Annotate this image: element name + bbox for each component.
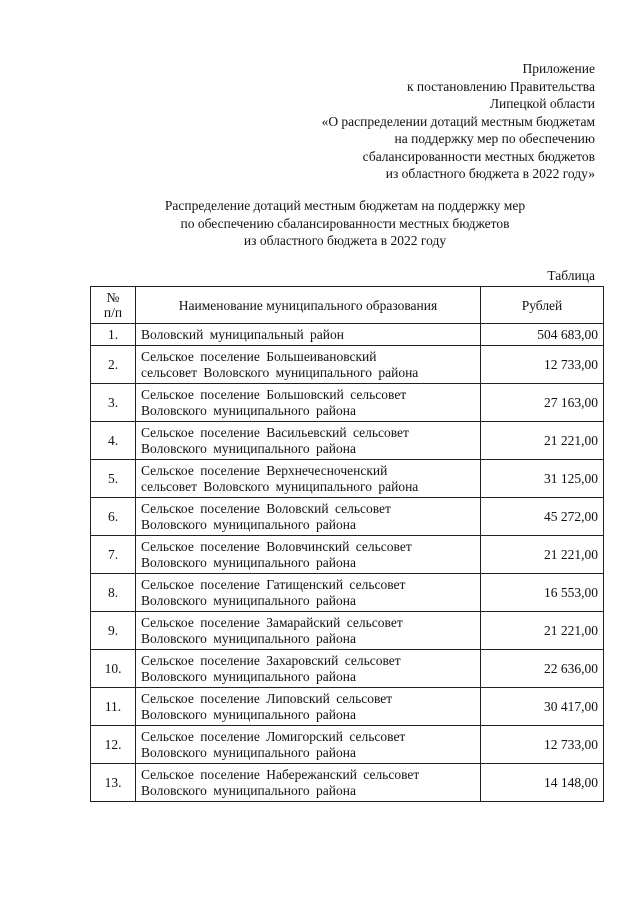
appendix-block <box>322 60 595 183</box>
row-name-line2: сельсовет Воловского муниципального района <box>141 478 419 494</box>
row-number: 9. <box>91 612 136 650</box>
table-row <box>91 422 604 460</box>
row-name <box>136 422 481 460</box>
row-name-line1: Сельское поселение Воловчинский сельсовет <box>141 538 412 554</box>
title-line: Распределение дотаций местным бюджетам на поддержку мер <box>164 198 526 213</box>
row-name-line2: Воловского муниципального района <box>141 630 356 646</box>
row-sum: 22 636,00 <box>481 650 604 688</box>
row-number: 13. <box>91 764 136 802</box>
table-header-row <box>91 287 604 324</box>
row-sum: 12 733,00 <box>481 726 604 764</box>
title-line: по обеспечению сбалансированности местных бюджетов <box>180 215 510 231</box>
row-name-line2: Воловского муниципального района <box>141 440 356 456</box>
row-name <box>136 324 481 346</box>
document-title <box>0 197 640 250</box>
header-number-line1: № <box>106 290 120 305</box>
table-row <box>91 764 604 802</box>
appendix-line: к постановлению Правительства <box>406 78 595 94</box>
row-number: 4. <box>91 422 136 460</box>
row-name-line2: Воловского муниципального района <box>141 402 356 418</box>
row-sum: 21 221,00 <box>481 536 604 574</box>
row-name-line2: сельсовет Воловского муниципального района <box>141 364 419 380</box>
table-row <box>91 574 604 612</box>
row-number: 1. <box>91 324 136 346</box>
row-number: 8. <box>91 574 136 612</box>
row-number: 7. <box>91 536 136 574</box>
row-name <box>136 688 481 726</box>
row-number: 10. <box>91 650 136 688</box>
row-name <box>136 384 481 422</box>
subsidy-table <box>90 286 604 802</box>
row-name-line1: Сельское поселение Большеивановский <box>141 348 377 364</box>
row-sum: 30 417,00 <box>481 688 604 726</box>
appendix-line: «О распределении дотаций местным бюджетам <box>321 113 595 129</box>
title-line: из областного бюджета в 2022 году <box>243 233 447 248</box>
row-name <box>136 536 481 574</box>
row-sum: 45 272,00 <box>481 498 604 536</box>
row-sum: 21 221,00 <box>481 422 604 460</box>
row-name-line1: Сельское поселение Верхнечесноченский <box>141 462 388 478</box>
table-row <box>91 612 604 650</box>
row-sum: 21 221,00 <box>481 612 604 650</box>
row-name <box>136 612 481 650</box>
row-number: 6. <box>91 498 136 536</box>
row-name-line1: Воловский муниципальный район <box>141 326 344 342</box>
row-name-line1: Сельское поселение Липовский сельсовет <box>141 690 393 706</box>
appendix-line: Липецкой области <box>489 96 595 111</box>
table-row <box>91 650 604 688</box>
row-number: 5. <box>91 460 136 498</box>
table-row <box>91 346 604 384</box>
row-name-line2: Воловского муниципального района <box>141 706 356 722</box>
row-name <box>136 346 481 384</box>
row-number: 12. <box>91 726 136 764</box>
row-name-line1: Сельское поселение Ломигорский сельсовет <box>141 728 406 744</box>
table-row <box>91 498 604 536</box>
header-name: Наименование муниципального образования <box>136 287 481 324</box>
row-name <box>136 460 481 498</box>
row-sum: 14 148,00 <box>481 764 604 802</box>
row-name <box>136 650 481 688</box>
row-name <box>136 764 481 802</box>
table-row <box>91 726 604 764</box>
table-body <box>91 324 604 802</box>
table-row <box>91 324 604 346</box>
row-name-line2: Воловского муниципального района <box>141 516 356 532</box>
row-name-line1: Сельское поселение Большовский сельсовет <box>141 386 407 402</box>
header-sum: Рублей <box>481 287 604 324</box>
row-name-line2: Воловского муниципального района <box>141 744 356 760</box>
row-name-line1: Сельское поселение Замарайский сельсовет <box>141 614 403 630</box>
row-name <box>136 498 481 536</box>
row-name-line1: Сельское поселение Гатищенский сельсовет <box>141 576 406 592</box>
row-sum: 16 553,00 <box>481 574 604 612</box>
appendix-line: Приложение <box>522 61 595 76</box>
table-row <box>91 384 604 422</box>
row-name-line1: Сельское поселение Васильевский сельсовет <box>141 424 409 440</box>
row-name-line2: Воловского муниципального района <box>141 668 356 684</box>
row-name-line2: Воловского муниципального района <box>141 782 356 798</box>
table-row <box>91 460 604 498</box>
row-number: 11. <box>91 688 136 726</box>
row-sum: 12 733,00 <box>481 346 604 384</box>
row-sum: 504 683,00 <box>481 324 604 346</box>
row-name <box>136 726 481 764</box>
table-label: Таблица <box>547 268 595 283</box>
row-name-line1: Сельское поселение Воловский сельсовет <box>141 500 391 516</box>
row-number: 3. <box>91 384 136 422</box>
row-name-line2: Воловского муниципального района <box>141 592 356 608</box>
row-number: 2. <box>91 346 136 384</box>
appendix-line: сбалансированности местных бюджетов <box>362 148 595 164</box>
row-name <box>136 574 481 612</box>
row-sum: 31 125,00 <box>481 460 604 498</box>
row-sum: 27 163,00 <box>481 384 604 422</box>
row-name-line1: Сельское поселение Набережанский сельсовет <box>141 766 420 782</box>
row-name-line2: Воловского муниципального района <box>141 554 356 570</box>
appendix-line: на поддержку мер по обеспечению <box>394 131 595 146</box>
table-row <box>91 688 604 726</box>
header-number <box>91 287 136 324</box>
appendix-line: из областного бюджета в 2022 году» <box>385 166 595 181</box>
table-row <box>91 536 604 574</box>
row-name-line1: Сельское поселение Захаровский сельсовет <box>141 652 401 668</box>
header-number-line2: п/п <box>103 305 123 320</box>
